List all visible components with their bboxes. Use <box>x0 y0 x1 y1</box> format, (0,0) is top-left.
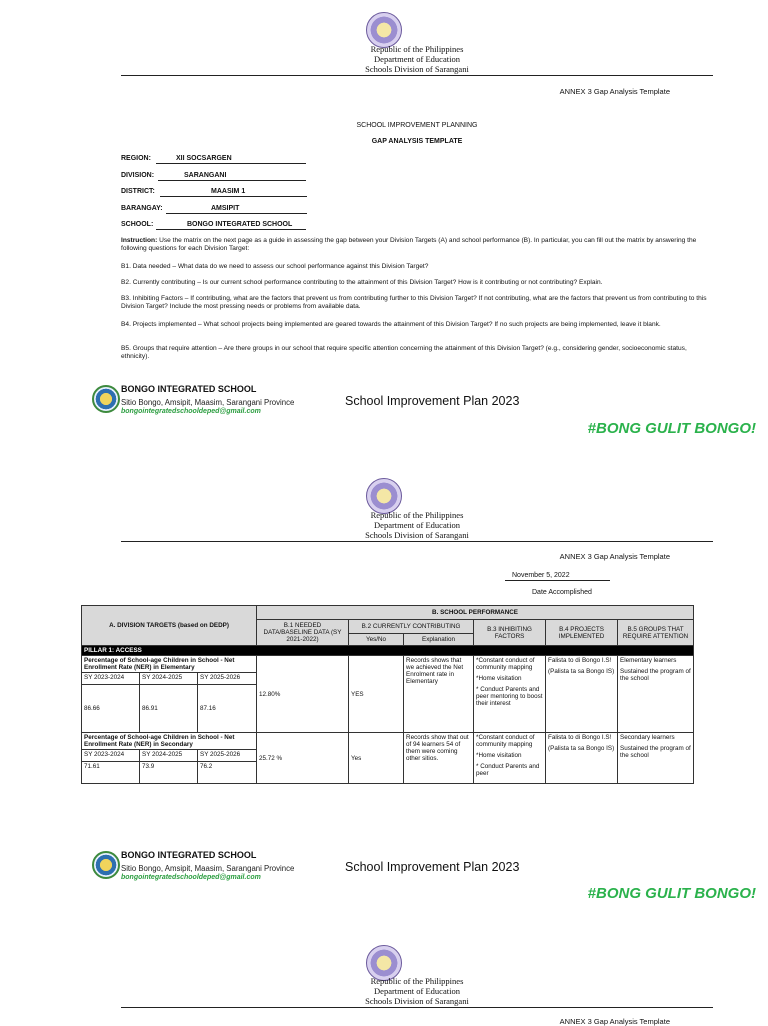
b5-header: B.5 GROUPS THAT REQUIRE ATTENTION <box>618 620 694 646</box>
footer-school-name: BONGO INTEGRATED SCHOOL <box>121 384 257 394</box>
factor-item: * Conduct Parents and peer mentoring to boost their interest <box>476 686 543 707</box>
footer-tagline: #BONG GULIT BONGO! <box>587 885 756 902</box>
groups-attention <box>618 656 694 733</box>
footer-plan-title: School Improvement Plan 2023 <box>345 860 520 874</box>
header-line-2: Department of Education <box>374 986 460 996</box>
header-line-3: Schools Division of Sarangani <box>365 996 469 1006</box>
page-header <box>300 976 534 1006</box>
b1-header: B.1 NEEDED DATA/BASELINE DATA (SY 2021-2022) <box>257 620 349 646</box>
header-rule <box>121 75 713 76</box>
group-item: Sustained the program of the school <box>620 668 691 682</box>
footer-email[interactable]: bongointegratedschooldeped@gmail.com <box>121 874 261 881</box>
b2-header: B.2 CURRENTLY CONTRIBUTING <box>349 620 474 634</box>
field-barangay-label: BARANGAY: <box>121 205 163 212</box>
instruction-paragraph <box>121 237 711 253</box>
question-b1: B1. Data needed – What data do we need to assess our school performance against this Division Target? <box>121 263 429 270</box>
inhibiting-factors <box>474 733 546 784</box>
school-logo <box>92 851 120 879</box>
project-item: (Palista ta sa Bongo IS) <box>548 745 615 752</box>
date-accomplished-value: November 5, 2022 <box>512 572 570 579</box>
field-underline <box>166 213 307 214</box>
deped-seal <box>366 478 402 514</box>
target-value: 71.61 <box>82 762 140 784</box>
footer-email[interactable]: bongointegratedschooldeped@gmail.com <box>121 408 261 415</box>
field-division-label: DIVISION: <box>121 172 155 179</box>
field-district-label: DISTRICT: <box>121 188 155 195</box>
field-school-value: BONGO INTEGRATED SCHOOL <box>187 221 293 228</box>
group-item: Elementary learners <box>620 657 677 664</box>
header-line-2: Department of Education <box>374 54 460 64</box>
factor-item: *Home visitation <box>476 675 522 682</box>
header-line-1: Republic of the Philippines <box>370 510 464 520</box>
project-item: Falista to di Bongo I.S! <box>548 734 612 741</box>
baseline-data: 12.80% <box>257 656 349 733</box>
question-b3: B3. Inhibiting Factors – If contributing, what are the factors that prevent us from contributing further to this Division Target? If not contributing, what are the factors that prevent us from contributing to this Division Target? Include the most pressing needs or problems from available data. <box>121 295 707 310</box>
group-item: Sustained the program of the school <box>620 745 691 759</box>
footer-address: Sitio Bongo, Amsipit, Maasim, Sarangani Province <box>121 398 295 407</box>
target-value: 86.91 <box>140 685 198 733</box>
col-a-header: A. DIVISION TARGETS (based on DEDP) <box>82 606 257 646</box>
doc-title: SCHOOL IMPROVEMENT PLANNING <box>356 122 478 129</box>
sy-label: SY 2024-2025 <box>140 673 198 685</box>
project-item: (Palista ta sa Bongo IS) <box>548 668 615 675</box>
field-school-label: SCHOOL: <box>121 221 154 228</box>
page-header <box>300 44 534 74</box>
explanation-text: Records show that out of 94 learners 54 of them were coming other sitios. <box>404 733 474 784</box>
factor-item: * Conduct Parents and peer <box>476 763 540 777</box>
baseline-data: 25.72 % <box>257 733 349 784</box>
annex-label: ANNEX 3 Gap Analysis Template <box>559 1017 670 1026</box>
question-b5: B5. Groups that require attention – Are there groups in our school that require specific attention concerning the attainment of this Division Target? (e.g., considering gender, socioeconomic status, ethnicity). <box>121 345 687 360</box>
target-text: Percentage of School-age Children in School - Net Enrollment Rate (NER) in Secondary <box>82 733 257 750</box>
project-item: Falista to di Bongo I.S! <box>548 657 612 664</box>
header-line-1: Republic of the Philippines <box>370 976 464 986</box>
sy-label: SY 2024-2025 <box>140 750 198 762</box>
field-underline <box>160 196 307 197</box>
doc-subtitle: GAP ANALYSIS TEMPLATE <box>371 138 463 145</box>
b2-explanation-header: Explanation <box>404 634 474 646</box>
annex-label: ANNEX 3 Gap Analysis Template <box>559 552 670 561</box>
target-value: 73.9 <box>140 762 198 784</box>
factor-item: *Constant conduct of community mapping <box>476 734 535 748</box>
b4-header: B.4 PROJECTS IMPLEMENTED <box>546 620 618 646</box>
target-value: 86.66 <box>82 685 140 733</box>
target-value: 76.2 <box>198 762 257 784</box>
projects-implemented <box>546 733 618 784</box>
header-line-3: Schools Division of Sarangani <box>365 530 469 540</box>
sy-label: SY 2025-2026 <box>198 673 257 685</box>
gap-analysis-table <box>81 605 694 784</box>
date-underline <box>505 580 610 581</box>
yes-no-value: Yes <box>349 733 404 784</box>
instruction-label: Instruction: <box>121 237 158 244</box>
field-underline <box>156 229 306 230</box>
b2-yesno-header: Yes/No <box>349 634 404 646</box>
explanation-text: Records shows that we achieved the Net Enrolment rate in Elementary <box>404 656 474 733</box>
projects-implemented <box>546 656 618 733</box>
sy-label: SY 2023-2024 <box>82 750 140 762</box>
annex-label: ANNEX 3 Gap Analysis Template <box>559 87 670 96</box>
footer-address: Sitio Bongo, Amsipit, Maasim, Sarangani Province <box>121 864 295 873</box>
question-b2: B2. Currently contributing – Is our current school performance contributing to the attainment of this Division Target? How is it contributing or not contributing? Explain. <box>121 279 603 286</box>
target-value: 87.16 <box>198 685 257 733</box>
field-underline <box>158 180 306 181</box>
field-barangay-value: AMSIPIT <box>211 205 240 212</box>
school-logo <box>92 385 120 413</box>
date-accomplished-label: Date Accomplished <box>532 589 592 596</box>
header-line-3: Schools Division of Sarangani <box>365 64 469 74</box>
header-rule <box>121 541 713 542</box>
sy-label: SY 2023-2024 <box>82 673 140 685</box>
footer-plan-title: School Improvement Plan 2023 <box>345 394 520 408</box>
instruction-text: Use the matrix on the next page as a guide in assessing the gap between your Division Targets (A) and school performance (B). In particular, you can fill out the matrix by answering the following questions for each Division Target: <box>121 237 697 252</box>
groups-attention <box>618 733 694 784</box>
col-b-header: B. SCHOOL PERFORMANCE <box>257 606 694 620</box>
field-underline <box>156 163 306 164</box>
yes-no-value: YES <box>349 656 404 733</box>
b3-header: B.3 INHIBITING FACTORS <box>474 620 546 646</box>
header-rule <box>121 1007 713 1008</box>
header-line-1: Republic of the Philippines <box>370 44 464 54</box>
group-item: Secondary learners <box>620 734 675 741</box>
factor-item: *Constant conduct of community mapping <box>476 657 535 671</box>
field-division-value: SARANGANI <box>184 172 227 179</box>
deped-seal <box>366 12 402 48</box>
header-line-2: Department of Education <box>374 520 460 530</box>
factor-item: *Home visitation <box>476 752 522 759</box>
inhibiting-factors <box>474 656 546 733</box>
target-text: Percentage of School-age Children in School - Net Enrollment Rate (NER) in Elementary <box>82 656 257 673</box>
pillar-row: PILLAR 1: ACCESS <box>82 646 694 656</box>
field-region-label: REGION: <box>121 155 151 162</box>
sy-label: SY 2025-2026 <box>198 750 257 762</box>
page-header <box>300 510 534 540</box>
field-region-value: XII SOCSARGEN <box>176 155 232 162</box>
question-b4: B4. Projects implemented – What school projects being implemented are geared towards the attainment of this Division Target? If no such projects are being implemented, leave it blank. <box>121 321 661 328</box>
footer-tagline: #BONG GULIT BONGO! <box>587 420 756 437</box>
footer-school-name: BONGO INTEGRATED SCHOOL <box>121 850 257 860</box>
field-district-value: MAASIM 1 <box>211 188 246 195</box>
